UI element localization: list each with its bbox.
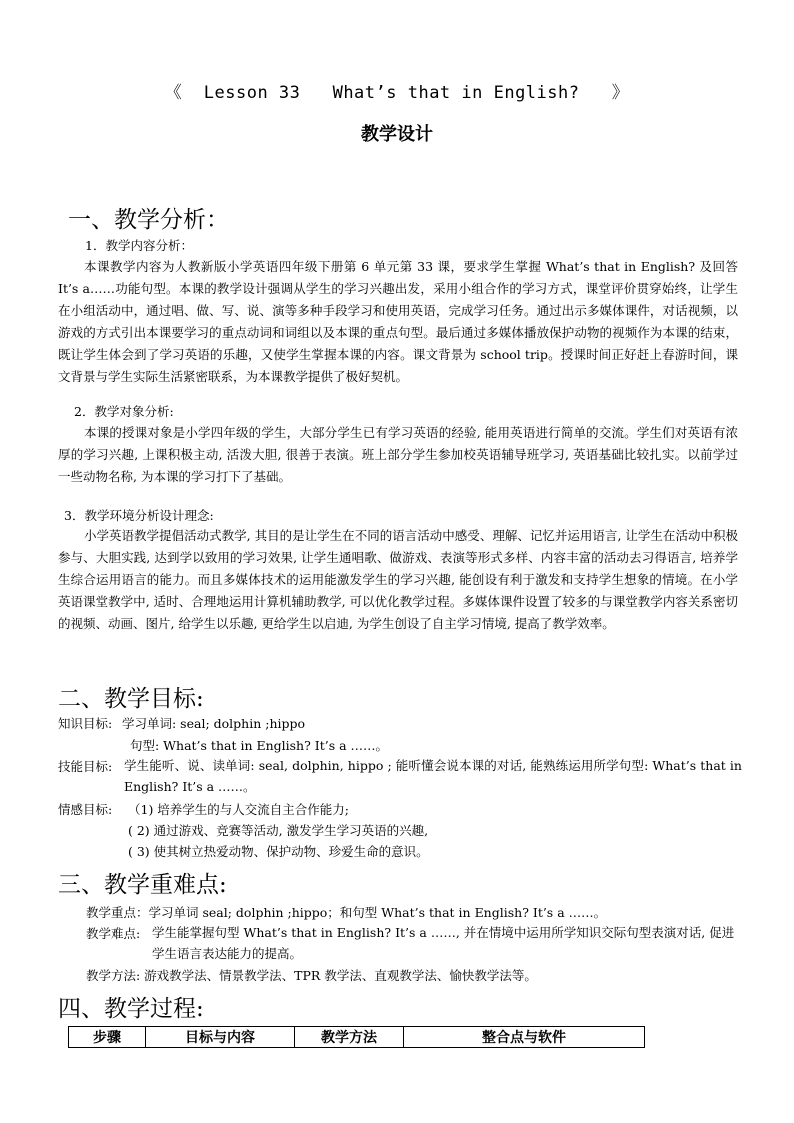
knowledge-goal-sentence: 句型: What’s that in English? It’s a ……。 <box>130 738 389 753</box>
knowledge-goal-label: 知识目标: <box>58 716 113 731</box>
section-heading-teaching-process: 四、教学过程: <box>58 996 204 1022</box>
table-header-cell: 整合点与软件 <box>404 1027 645 1048</box>
section-heading-teaching-analysis: 一、教学分析： <box>68 207 229 233</box>
teaching-process-table <box>68 1026 645 1048</box>
table-header-row <box>69 1027 645 1048</box>
table-header-cell: 步骤 <box>69 1027 146 1048</box>
knowledge-goal-words: 学习单词: seal; dolphin ;hippo <box>122 716 306 731</box>
environment-analysis-label: 3．教学环境分析设计理念: <box>64 508 214 523</box>
target-analysis-paragraph: 本课的授课对象是小学四年级的学生，大部分学生已有学习英语的经验, 能用英语进行简单的交流。学生们对英语有浓厚的学习兴趣, 上课积极主动, 活泼大胆, 很善于表演。班上部分学生参加校英语辅导班学习, 英语基础比较扎实。以前学过一些动物名称, 为本课的学习打下了基础。 <box>58 425 738 484</box>
section-heading-teaching-goals: 二、教学目标: <box>58 686 204 712</box>
emotion-goal-item: ( 3) 使其树立热爱动物、保护动物、珍爱生命的意识。 <box>128 844 429 859</box>
difficult-points-text: 学生能掌握句型 What’s that in English? It’s a ……, 并在情境中运用所学知识交际句型表演对话, 促进学生语言表达能力的提高。 <box>152 925 735 961</box>
key-points-text: 教学重点：学习单词 seal; dolphin ;hippo；和句型 What’s that in English? It’s a ……。 <box>86 905 607 920</box>
content-analysis-label: 1．教学内容分析： <box>85 238 193 253</box>
document-subtitle: 教学设计 <box>361 124 433 145</box>
lesson-title: 《 Lesson 33 What’s that in English? 》 <box>164 83 630 103</box>
skill-goal-label: 技能目标: <box>58 759 113 774</box>
table-header-cell: 目标与内容 <box>146 1027 295 1048</box>
content-analysis-paragraph: 本课教学内容为人教新版小学英语四年级下册第 6 单元第 33 课，要求学生掌握 What’s that in English? 及回答 It’s a……功能句型。本课的教学设计强调从学生的学习兴趣出发，采用小组合作的学习方式，课堂评价贯穿始终，让学生在小组活动中，通过唱、做、写、说、演等多种手段学习和使用英语，完成学习任务。通过出示多媒体课件，对话视频，以游戏的方式引出本课要学习的重点动词和词组以及本课的重点句型。最后通过多媒体播放保护动物的视频作为本课的结束，既让学生体会到了学习英语的乐趣，又使学生掌握本课的内容。课文背景为 school trip。授课时间正好赶上春游时间，课文背景与学生实际生活紧密联系，为本课教学提供了极好契机。 <box>58 259 738 384</box>
emotion-goal-item: （1) 培养学生的与人交流自主合作能力; <box>128 802 350 817</box>
emotion-goal-label: 情感目标: <box>58 802 113 817</box>
target-analysis-label: 2．教学对象分析: <box>74 404 174 419</box>
teaching-methods-text: 教学方法: 游戏教学法、情景教学法、TPR 教学法、直观教学法、愉快教学法等。 <box>86 968 537 983</box>
section-heading-key-difficult-points: 三、教学重难点: <box>58 872 227 898</box>
table-header-cell: 教学方法 <box>295 1027 404 1048</box>
environment-analysis-paragraph: 小学英语教学提倡活动式教学, 其目的是让学生在不同的语言活动中感受、理解、记忆并运用语言, 让学生在活动中积极参与、大胆实践, 达到学以致用的学习效果, 让学生通唱歌、做游戏、表演等形式多样、内容丰富的活动去习得语言, 培养学生综合运用语言的能力。而且多媒体技术的运用能激发学生的学习兴趣, 能创设有利于激发和支持学生想象的情境。在小学英语课堂教学中, 适时、合理地运用计算机辅助教学, 可以优化教学过程。多媒体课件设置了较多的与课堂教学内容关系密切的视频、动画、图片, 给学生以乐趣, 更给学生以启迪, 为学生创设了自主学习情境, 提高了教学效率。 <box>58 528 738 631</box>
difficult-points-label: 教学难点: <box>86 926 141 941</box>
emotion-goal-item: ( 2) 通过游戏、竞赛等活动, 激发学生学习英语的兴趣, <box>128 823 429 838</box>
skill-goal-text: 学生能听、说、读单词: seal, dolphin, hippo ; 能听懂会说本课的对话, 能熟练运用所学句型: What’s that in English? It’s a ……。 <box>124 758 742 794</box>
